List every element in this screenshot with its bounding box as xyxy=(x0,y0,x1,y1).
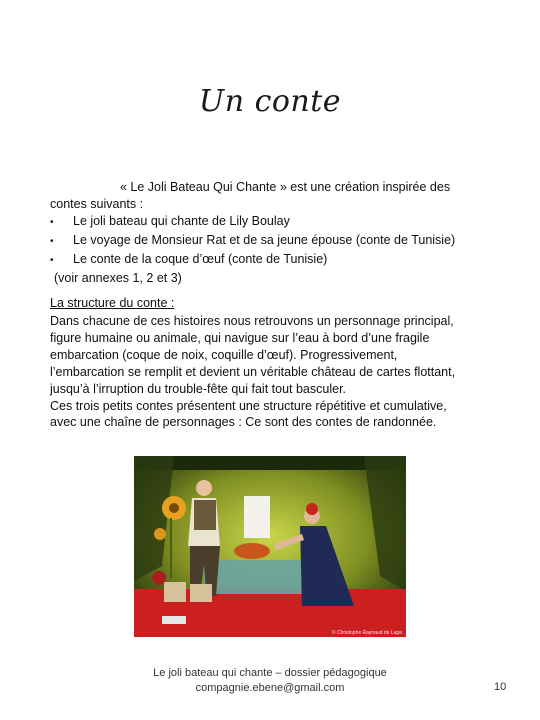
list-item xyxy=(50,251,498,270)
source-list xyxy=(50,213,498,270)
page-title: Un conte xyxy=(198,84,342,119)
list-item-text: Le voyage de Monsieur Rat et de sa jeune épouse (conte de Tunisie) xyxy=(73,232,456,247)
structure-paragraph xyxy=(50,313,500,431)
list-item-text: Le conte de la coque d’œuf (conte de Tunisie) xyxy=(73,251,328,266)
bullet-icon: • xyxy=(50,216,54,228)
performance-photo xyxy=(134,456,406,637)
section-heading: La structure du conte : xyxy=(50,296,175,310)
footer-email: compagnie.ebene@gmail.com xyxy=(195,682,345,694)
paragraph-line: l’embarcation se remplit et devient un véritable château de cartes flottant, xyxy=(50,364,456,379)
bullet-icon: • xyxy=(50,254,54,266)
paragraph-line: embarcation (coque de noix, coquille d’œuf). Progressivement, xyxy=(50,347,398,362)
paragraph-line: jusqu’à l’irruption du trouble-fête qui fait tout basculer. xyxy=(50,381,347,396)
paragraph-line: figure humaine ou animale, qui navigue sur l’eau à bord d’une fragile xyxy=(50,330,430,345)
annex-note: (voir annexes 1, 2 et 3) xyxy=(54,270,182,285)
footer-title: Le joli bateau qui chante – dossier pédagogique xyxy=(153,667,387,679)
list-item xyxy=(50,213,498,232)
photo-credit: © Christophe Raynaud de Lage xyxy=(331,630,402,636)
intro-paragraph xyxy=(50,179,498,286)
paragraph-line: avec une chaîne de personnages : Ce sont des contes de randonnée. xyxy=(50,415,437,430)
performance-photo-illustration xyxy=(134,456,406,637)
intro-line-2: contes suivants : xyxy=(50,196,144,211)
list-item-text: Le joli bateau qui chante de Lily Boulay xyxy=(73,213,290,228)
paragraph-line: Ces trois petits contes présentent une structure répétitive et cumulative, xyxy=(50,398,447,413)
bullet-icon: • xyxy=(50,235,54,247)
footer xyxy=(0,666,540,696)
list-item xyxy=(50,232,498,251)
page-number: 10 xyxy=(494,681,507,693)
paragraph-line: Dans chacune de ces histoires nous retrouvons un personnage principal, xyxy=(50,314,454,328)
intro-line-1: « Le Joli Bateau Qui Chante » est une création inspirée des xyxy=(120,180,451,194)
